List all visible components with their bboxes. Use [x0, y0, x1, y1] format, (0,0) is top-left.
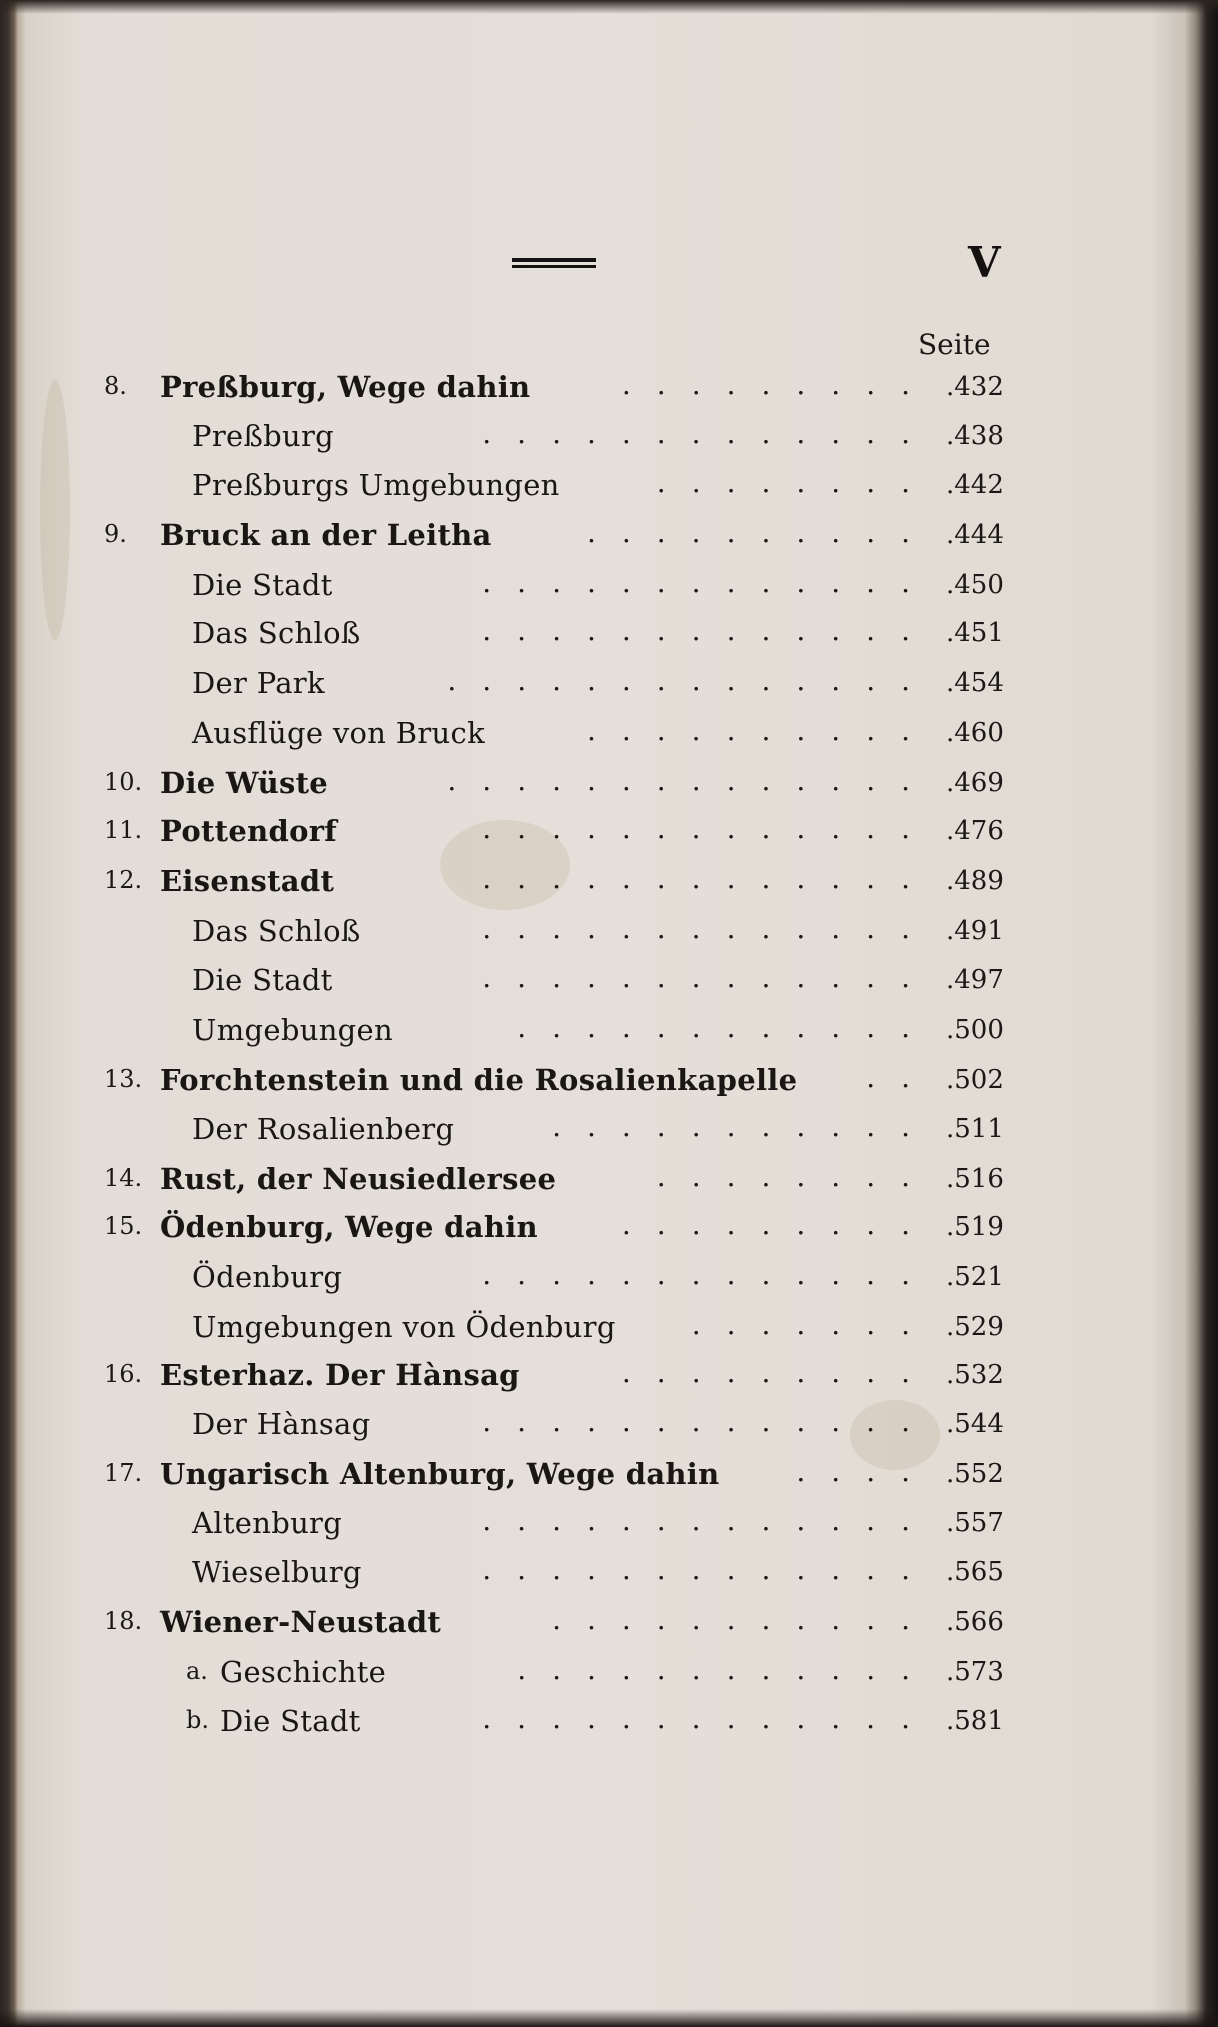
toc-entry [0, 1063, 1218, 1103]
toc-entry [0, 1655, 1218, 1695]
toc-entry-page: .581 [946, 1706, 1004, 1736]
toc-entry-title: Forchtenstein und die Rosalienkapelle [160, 1063, 798, 1097]
toc-dot-leader: ........ [656, 1160, 936, 1193]
toc-dot-leader: .............. [447, 664, 936, 697]
toc-entry-title: Das Schloß [192, 616, 361, 650]
toc-entry-page: .552 [946, 1459, 1004, 1489]
toc-dot-leader: .. [866, 1061, 936, 1094]
toc-entry [0, 370, 1218, 410]
toc-entry-title: Der Park [192, 666, 325, 700]
toc-entry-number: 16. [104, 1360, 143, 1388]
toc-dot-leader: ............. [482, 961, 936, 994]
toc-entry-title: Ausflüge von Bruck [192, 716, 485, 750]
toc-entry-page: .438 [946, 421, 1004, 451]
toc-entry-number: 14. [104, 1164, 143, 1192]
toc-entry-page: .497 [946, 965, 1004, 995]
toc-entry-page: .521 [946, 1262, 1004, 1292]
toc-entry [0, 666, 1218, 706]
toc-dot-leader: ....... [691, 1308, 936, 1341]
toc-entry [0, 1310, 1218, 1350]
toc-entry-number: 15. [104, 1212, 143, 1240]
toc-entry-page: .565 [946, 1557, 1004, 1587]
toc-dot-leader: ............. [482, 912, 936, 945]
toc-entry-title: Eisenstadt [160, 864, 335, 898]
toc-entry [0, 1210, 1218, 1250]
toc-entry [0, 766, 1218, 806]
toc-entry-page: .454 [946, 668, 1004, 698]
toc-entry [0, 568, 1218, 608]
toc-dot-leader: ............. [482, 1405, 936, 1438]
toc-dot-leader: ............. [482, 1702, 936, 1735]
toc-dot-leader: ............. [482, 812, 936, 845]
header-double-rule [512, 258, 596, 268]
toc-entry-number: 12. [104, 866, 143, 894]
toc-entry-number: 18. [104, 1607, 143, 1635]
toc-dot-leader: ........... [552, 1603, 936, 1636]
toc-dot-leader: ............. [482, 862, 936, 895]
toc-entry-page: .476 [946, 816, 1004, 846]
toc-entry-title: Pottendorf [160, 814, 338, 848]
toc-entry-page: .502 [946, 1065, 1004, 1095]
toc-dot-leader: .... [796, 1455, 936, 1488]
toc-entry-title: Das Schloß [192, 914, 361, 948]
toc-entry-number: 13. [104, 1065, 143, 1093]
toc-entry-page: .516 [946, 1164, 1004, 1194]
toc-entry [0, 914, 1218, 954]
toc-entry-title: Die Stadt [220, 1704, 361, 1738]
toc-entry [0, 814, 1218, 854]
toc-entry [0, 1605, 1218, 1645]
toc-entry-title: Ungarisch Altenburg, Wege dahin [160, 1457, 720, 1491]
toc-entry-page: .442 [946, 470, 1004, 500]
toc-entry [0, 1013, 1218, 1053]
toc-entry [0, 1555, 1218, 1595]
toc-entry-number: b. [186, 1706, 209, 1734]
toc-dot-leader: ........... [552, 1110, 936, 1143]
toc-entry-title: Der Hànsag [192, 1407, 371, 1441]
toc-entry-title: Die Stadt [192, 568, 333, 602]
toc-entry-title: Die Stadt [192, 963, 333, 997]
toc-entry-number: 9. [104, 520, 127, 548]
toc-entry [0, 1704, 1218, 1744]
toc-entry-number: 17. [104, 1459, 143, 1487]
bottom-shadow [0, 2009, 1218, 2027]
toc-entry-number: a. [186, 1657, 208, 1685]
toc-entry-page: .432 [946, 372, 1004, 402]
toc-entry-title: Umgebungen von Ödenburg [192, 1310, 616, 1344]
toc-entry [0, 1260, 1218, 1300]
toc-entry-title: Preßburg, Wege dahin [160, 370, 531, 404]
toc-dot-leader: ............. [482, 614, 936, 647]
toc-entry [0, 1407, 1218, 1447]
column-label-seite: Seite [918, 328, 991, 361]
toc-dot-leader: ............. [482, 417, 936, 450]
top-shadow [0, 0, 1218, 14]
toc-entry-page: .500 [946, 1015, 1004, 1045]
toc-dot-leader: ............ [517, 1653, 936, 1686]
toc-entry [0, 1358, 1218, 1398]
toc-dot-leader: ............. [482, 1258, 936, 1291]
toc-entry-page: .529 [946, 1312, 1004, 1342]
toc-dot-leader: .......... [586, 714, 936, 747]
toc-entry-page: .519 [946, 1212, 1004, 1242]
toc-entry-page: .573 [946, 1657, 1004, 1687]
page-number: V [968, 238, 1001, 287]
toc-entry-title: Wiener-Neustadt [160, 1605, 442, 1639]
toc-entry [0, 864, 1218, 904]
toc-entry-title: Preßburg [192, 419, 334, 453]
toc-dot-leader: .......... [586, 516, 936, 549]
toc-entry-page: .460 [946, 718, 1004, 748]
toc-entry [0, 1457, 1218, 1497]
toc-entry-page: .489 [946, 866, 1004, 896]
toc-dot-leader: ........ [656, 466, 936, 499]
toc-dot-leader: ............. [482, 566, 936, 599]
toc-entry-page: .511 [946, 1114, 1004, 1144]
toc-entry-title: Geschichte [220, 1655, 387, 1689]
toc-dot-leader: ......... [621, 1356, 936, 1389]
toc-entry [0, 1162, 1218, 1202]
toc-entry [0, 963, 1218, 1003]
toc-entry-title: Rust, der Neusiedlersee [160, 1162, 557, 1196]
toc-entry [0, 468, 1218, 508]
toc-entry [0, 518, 1218, 558]
toc-entry [0, 1112, 1218, 1152]
toc-entry [0, 1506, 1218, 1546]
toc-entry-title: Bruck an der Leitha [160, 518, 492, 552]
toc-entry-number: 10. [104, 768, 143, 796]
toc-entry-page: .566 [946, 1607, 1004, 1637]
toc-entry-page: .469 [946, 768, 1004, 798]
toc-entry-page: .450 [946, 570, 1004, 600]
toc-entry-title: Altenburg [192, 1506, 343, 1540]
toc-entry-title: Ödenburg [192, 1260, 343, 1294]
toc-entry [0, 616, 1218, 656]
toc-dot-leader: ......... [621, 1208, 936, 1241]
toc-dot-leader: ............. [482, 1553, 936, 1586]
toc-entry-page: .491 [946, 916, 1004, 946]
toc-entry-number: 11. [104, 816, 143, 844]
toc-entry-page: .451 [946, 618, 1004, 648]
toc-entry-title: Ödenburg, Wege dahin [160, 1210, 538, 1244]
toc-dot-leader: .............. [447, 764, 936, 797]
toc-entry-title: Die Wüste [160, 766, 329, 800]
toc-entry [0, 716, 1218, 756]
toc-entry-title: Wieselburg [192, 1555, 362, 1589]
toc-dot-leader: ............ [517, 1011, 936, 1044]
toc-entry-page: .557 [946, 1508, 1004, 1538]
toc-dot-leader: ............. [482, 1504, 936, 1537]
toc-entry-page: .532 [946, 1360, 1004, 1390]
toc-entry-page: .544 [946, 1409, 1004, 1439]
toc-entry-number: 8. [104, 372, 127, 400]
toc-entry-page: .444 [946, 520, 1004, 550]
toc-entry-title: Esterhaz. Der Hànsag [160, 1358, 520, 1392]
toc-entry-title: Preßburgs Umgebungen [192, 468, 560, 502]
toc-entry-title: Umgebungen [192, 1013, 393, 1047]
toc-dot-leader: ......... [621, 368, 936, 401]
toc-entry-title: Der Rosalienberg [192, 1112, 455, 1146]
toc-entry [0, 419, 1218, 459]
